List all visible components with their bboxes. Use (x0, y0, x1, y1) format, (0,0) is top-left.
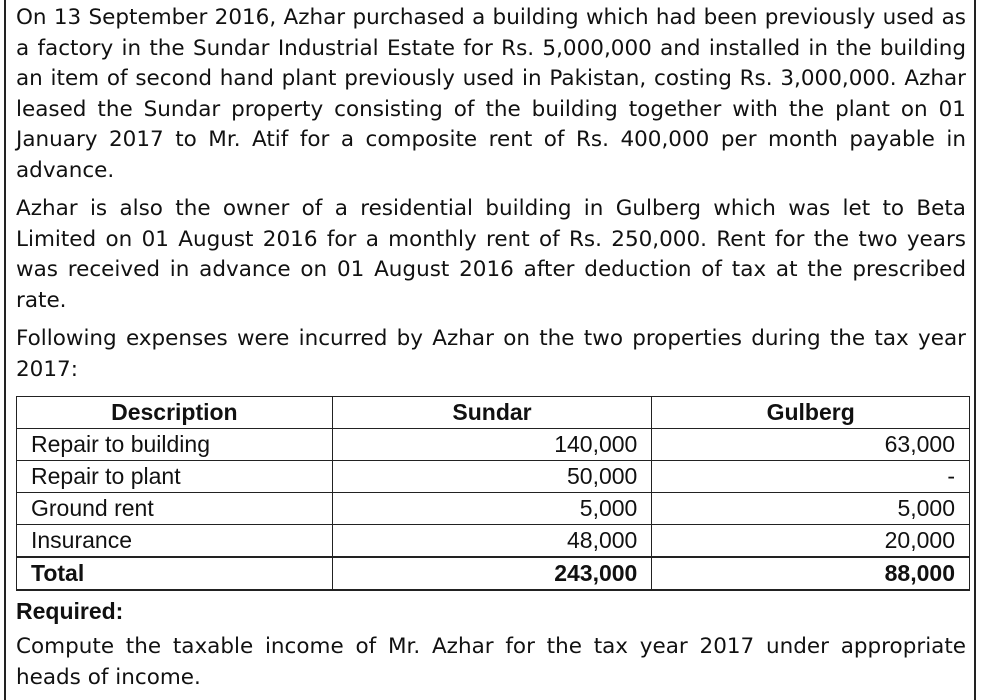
expenses-table (16, 396, 970, 591)
paragraph-expenses-intro: Following expenses were incurred by Azhar on the two properties during the tax year 2017: (16, 326, 966, 382)
paragraph-gulberg-property: Azhar is also the owner of a residential building in Gulberg which was let to Beta Limited on 01 August 2016 for a monthly rent of Rs. 250,000. Rent for the two years was received in advance on 01 August 2016 after deduction of tax at the prescribed rate. (16, 196, 966, 313)
total-sundar-value: 243,000 (332, 557, 652, 590)
table-row (17, 493, 970, 525)
table-row (17, 461, 970, 493)
row-description: Insurance (17, 525, 333, 558)
row-gulberg-value: 20,000 (652, 525, 970, 558)
row-gulberg-value: 63,000 (652, 429, 970, 461)
row-sundar-value: 50,000 (332, 461, 652, 493)
table-row (17, 525, 970, 558)
paragraph-sundar-property: On 13 September 2016, Azhar purchased a building which had been previously used as a factory in the Sundar Industrial Estate for Rs. 5,000,000 and installed in the building an item of second hand plant previously used in Pakistan, costing Rs. 3,000,000. Azhar leased the Sundar property consisting of the building together with the plant on 01 January 2017 to Mr. Atif for a composite rent of Rs. 400,000 per month payable in advance. (16, 5, 966, 183)
row-description: Ground rent (17, 493, 333, 525)
row-description: Repair to plant (17, 461, 333, 493)
row-gulberg-value: 5,000 (652, 493, 970, 525)
required-text: Compute the taxable income of Mr. Azhar for the tax year 2017 under appropriate heads of income. (16, 634, 966, 690)
question-body (16, 3, 966, 385)
table-header-row (17, 397, 970, 429)
total-label: Total (17, 557, 333, 590)
header-sundar: Sundar (332, 397, 652, 429)
row-sundar-value: 5,000 (332, 493, 652, 525)
table-row (17, 429, 970, 461)
required-heading: Required: (16, 598, 124, 624)
total-gulberg-value: 88,000 (652, 557, 970, 590)
header-description: Description (17, 397, 333, 429)
table-total-row (17, 557, 970, 590)
row-sundar-value: 140,000 (332, 429, 652, 461)
header-gulberg: Gulberg (652, 397, 970, 429)
row-gulberg-value: - (652, 461, 970, 493)
row-sundar-value: 48,000 (332, 525, 652, 558)
row-description: Repair to building (17, 429, 333, 461)
